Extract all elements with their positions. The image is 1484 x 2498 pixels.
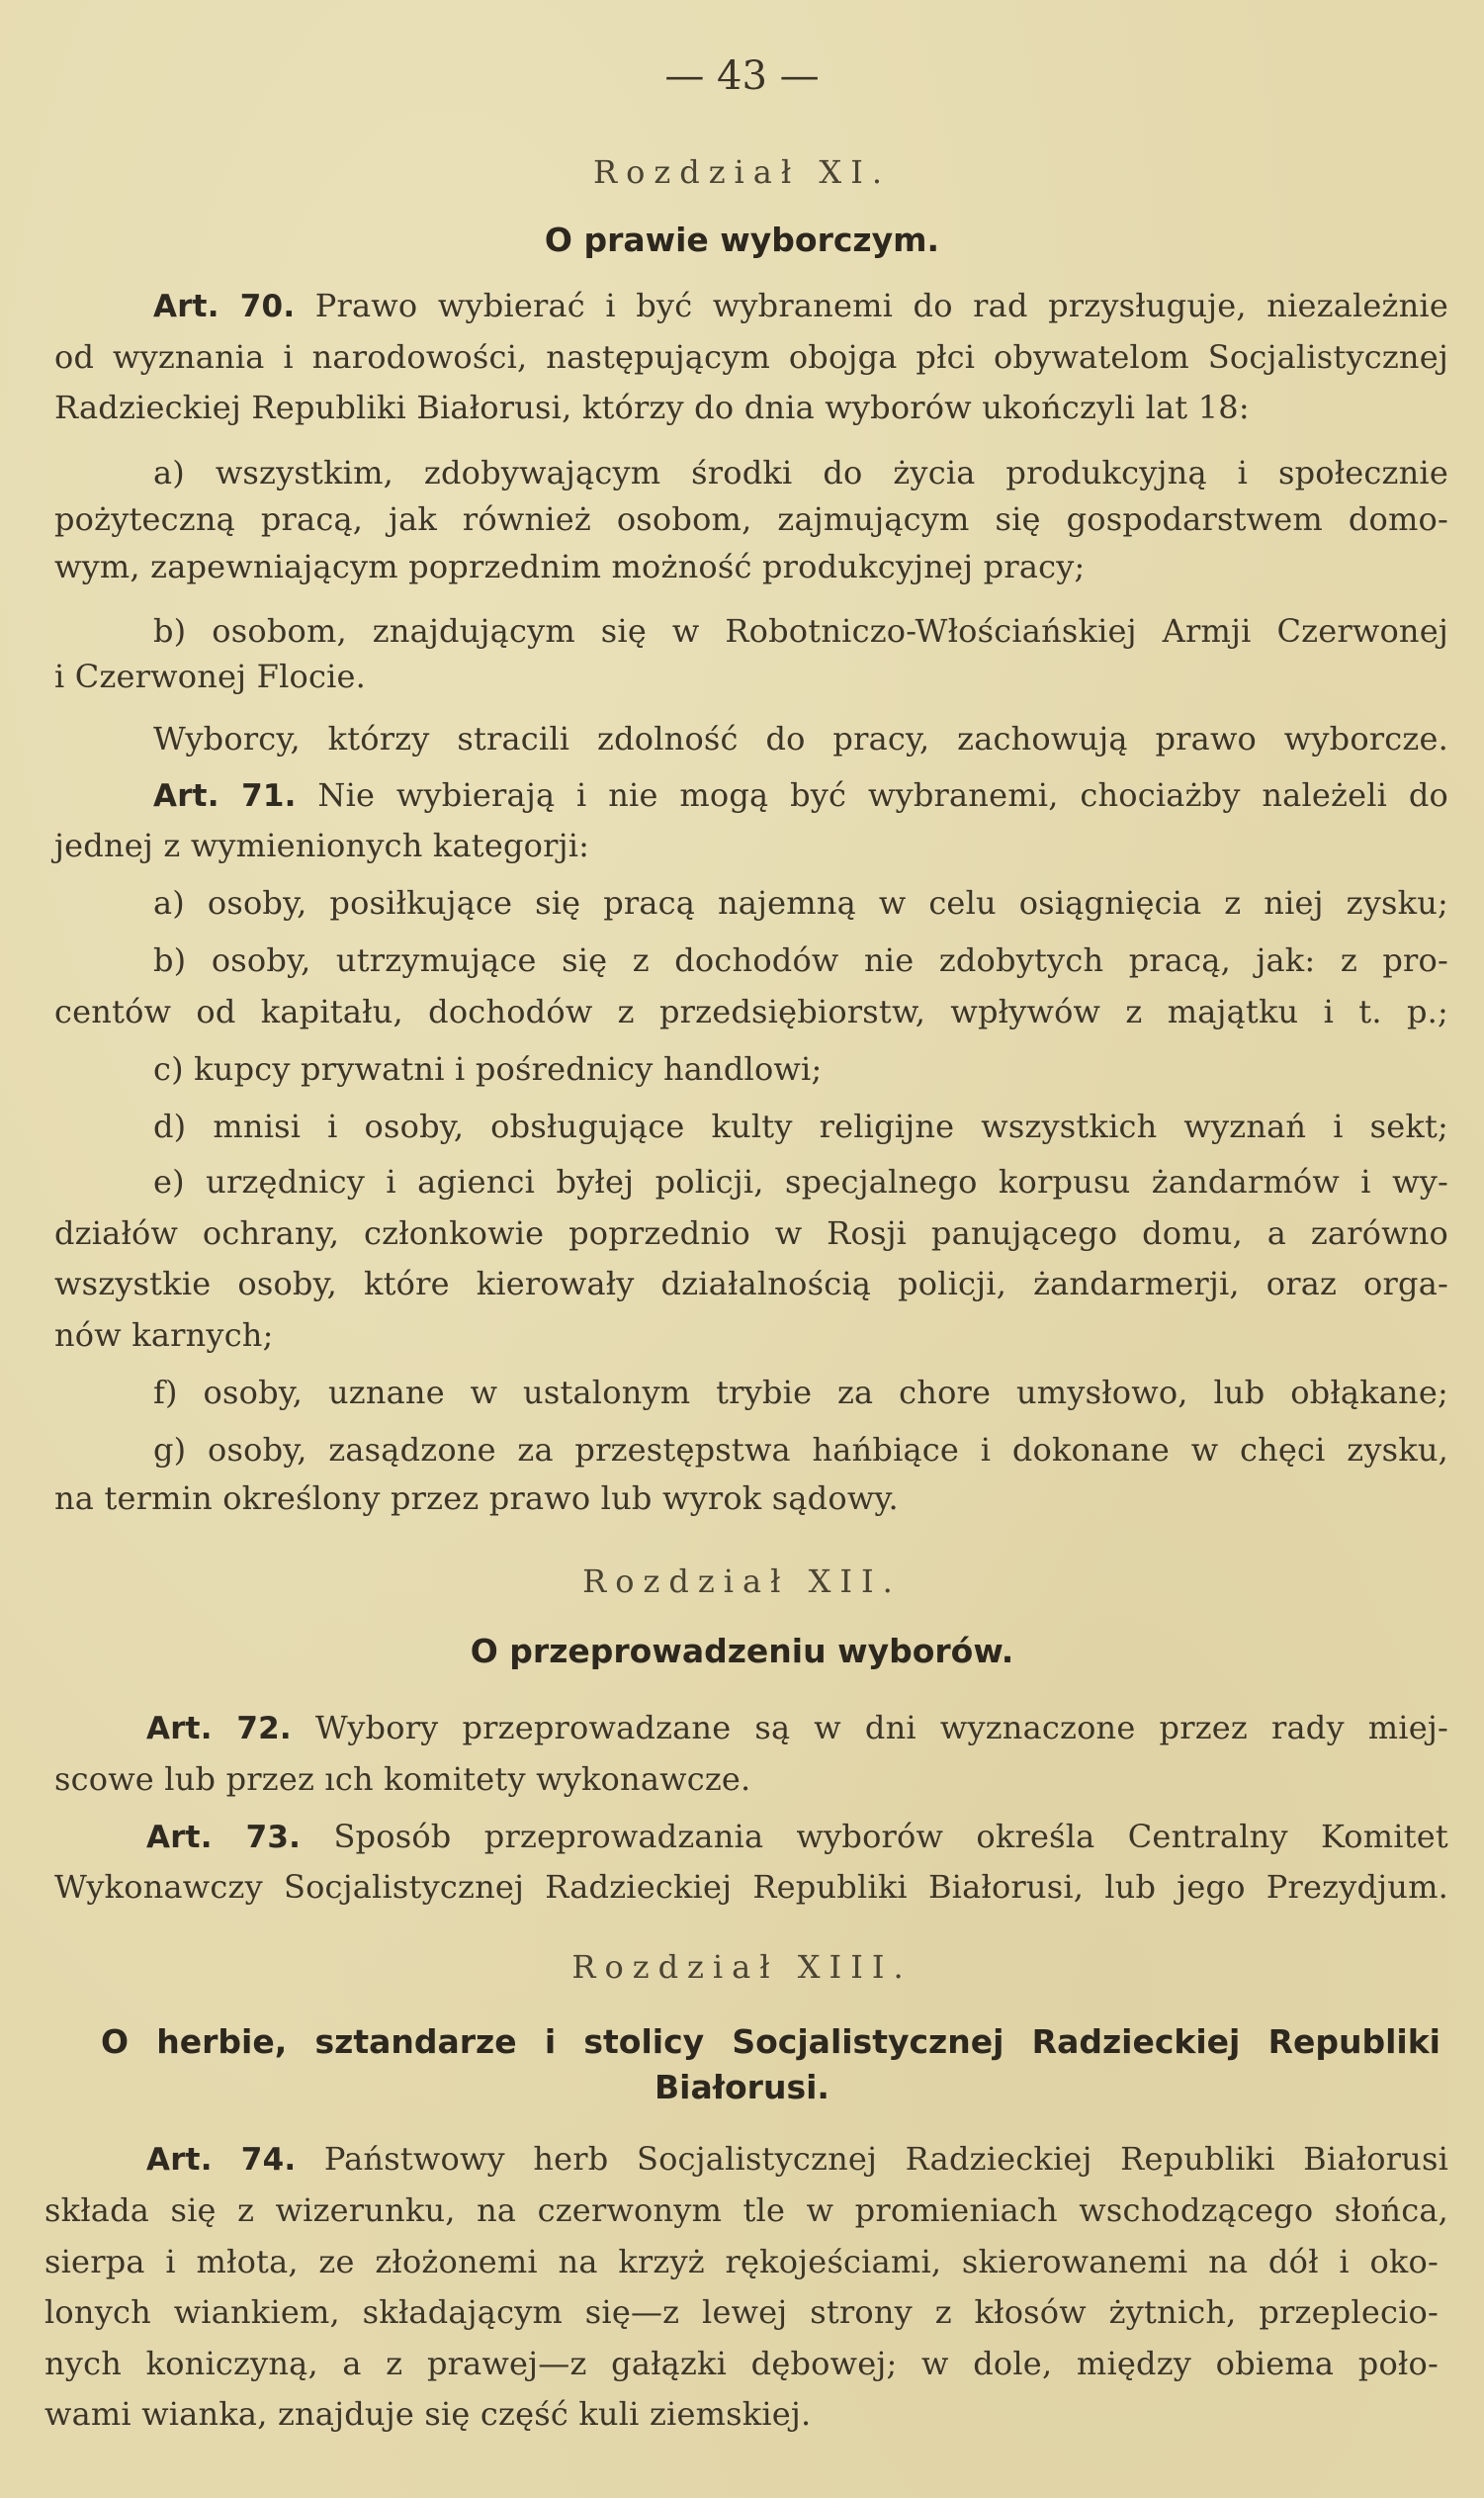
- text-line: Radzieckiej Republiki Białorusi, którzy do dnia wyborów ukończyli lat 18:: [54, 389, 1250, 426]
- text-span: Prawo wybierać i być wybranemi do rad przysługuje, niezależnie: [314, 287, 1448, 324]
- text-line: nów karnych;: [54, 1316, 274, 1354]
- text-line: wym, zapewniającym poprzednim możność produkcyjnej pracy;: [54, 548, 1086, 585]
- chapter-heading-xii: Rozdział XII.: [582, 1562, 902, 1600]
- text-line: Wykonawczy Socjalistycznej Radzieckiej Republiki Białorusi, lub jego Prezydjum.: [54, 1868, 1448, 1906]
- chapter-heading-xi: Rozdział XI.: [592, 153, 891, 191]
- chapter-title-xii: O przeprowadzeniu wyborów.: [470, 1632, 1014, 1670]
- list-item-b: b) osobom, znajdującym się w Robotniczo-Włościańskiej Armji Czerwonej: [153, 612, 1448, 650]
- text-line: jednej z wymienionych kategorji:: [54, 827, 590, 864]
- list-item-b: b) osoby, utrzymujące się z dochodów nie zdobytych pracą, jak: z pro-: [153, 941, 1448, 979]
- text-line: i Czerwonej Flocie.: [54, 658, 367, 695]
- article-72-label: Art. 72.: [146, 1711, 292, 1746]
- text-span: Nie wybierają i nie mogą być wybranemi, chociażby należeli do: [317, 776, 1449, 814]
- list-item-e: e) urzędnicy i agienci byłej policji, specjalnego korpusu żandarmów i wy-: [153, 1163, 1448, 1201]
- text-span: Sposób przeprowadzania wyborów określa Centralny Komitet: [333, 1818, 1448, 1855]
- list-item-g: g) osoby, zasądzone za przestępstwa hańbiące i dokonane w chęci zysku,: [153, 1431, 1448, 1469]
- text-line: sierpa i młota, ze złożonemi na krzyż rękojeściami, skierowanemi na dół i oko-: [44, 2243, 1439, 2280]
- text-line: na termin określony przez prawo lub wyrok sądowy.: [54, 1479, 899, 1517]
- article-73-label: Art. 73.: [146, 1820, 302, 1855]
- text-line: centów od kapitału, dochodów z przedsiębiorstw, wpływów z majątku i t. p.;: [54, 993, 1448, 1030]
- list-item-c: c) kupcy prywatni i pośrednicy handlowi;: [153, 1050, 823, 1088]
- list-item-a: a) osoby, posiłkujące się pracą najemną w celu osiągnięcia z niej zysku;: [153, 884, 1448, 922]
- article-74-label: Art. 74.: [146, 2142, 297, 2178]
- text-line: od wyznania i narodowości, następującym obojga płci obywatelom Socjalistycznej: [54, 338, 1448, 376]
- text-line: scowe lub przez ıch komitety wykonawcze.: [54, 1760, 751, 1798]
- chapter-title-xiii-line-2: Białorusi.: [655, 2068, 829, 2106]
- text-line: pożyteczną pracą, jak również osobom, zajmującym się gospodarstwem domo-: [54, 500, 1448, 538]
- article-71-label: Art. 71.: [153, 778, 297, 814]
- text-line: wami wianka, znajduje się część kuli ziemskiej.: [44, 2395, 812, 2433]
- text-line: nych koniczyną, a z prawej—z gałązki dębowej; w dole, między obiema poło-: [44, 2345, 1439, 2382]
- article-70-line: [153, 281, 1448, 330]
- chapter-title-xi: O prawie wyborczym.: [544, 221, 940, 259]
- text-line: wszystkie osoby, które kierowały działalnością policji, żandarmerji, oraz orga-: [54, 1265, 1448, 1302]
- text-span: Wybory przeprowadzane są w dni wyznaczone przez rady miej-: [314, 1709, 1448, 1746]
- list-item-a: a) wszystkim, zdobywającym środki do życia produkcyjną i społecznie: [153, 454, 1448, 491]
- chapter-title-xiii-line-1: O herbie, sztandarze i stolicy Socjalistycznej Radzieckiej Republiki: [101, 2022, 1440, 2061]
- list-item-d: d) mnisi i osoby, obsługujące kulty religijne wszystkich wyznań i sekt;: [153, 1108, 1448, 1145]
- article-72-line: [146, 1703, 1448, 1752]
- article-70-label: Art. 70.: [153, 289, 296, 324]
- text-line: lonych wiankiem, składającym się—z lewej strony z kłosów żytnich, przeplecio-: [44, 2293, 1439, 2331]
- list-item-f: f) osoby, uznane w ustalonym trybie za chore umysłowo, lub obłąkane;: [153, 1374, 1448, 1411]
- article-71-line: [153, 770, 1448, 820]
- text-line: działów ochrany, członkowie poprzednio w Rosji panującego domu, a zarówno: [54, 1214, 1448, 1252]
- text-span: Państwowy herb Socjalistycznej Radzieckiej Republiki Białorusi: [323, 2140, 1449, 2178]
- text-line: składa się z wizerunku, na czerwonym tle w promieniach wschodzącego słońca,: [44, 2191, 1448, 2229]
- page-number: — 43 —: [664, 53, 820, 99]
- article-73-line: [146, 1812, 1448, 1861]
- chapter-heading-xiii: Rozdział XIII.: [571, 1948, 913, 1986]
- article-74-line: [146, 2134, 1448, 2184]
- paragraph-line: Wyborcy, którzy stracili zdolność do pracy, zachowują prawo wyborcze.: [153, 720, 1448, 758]
